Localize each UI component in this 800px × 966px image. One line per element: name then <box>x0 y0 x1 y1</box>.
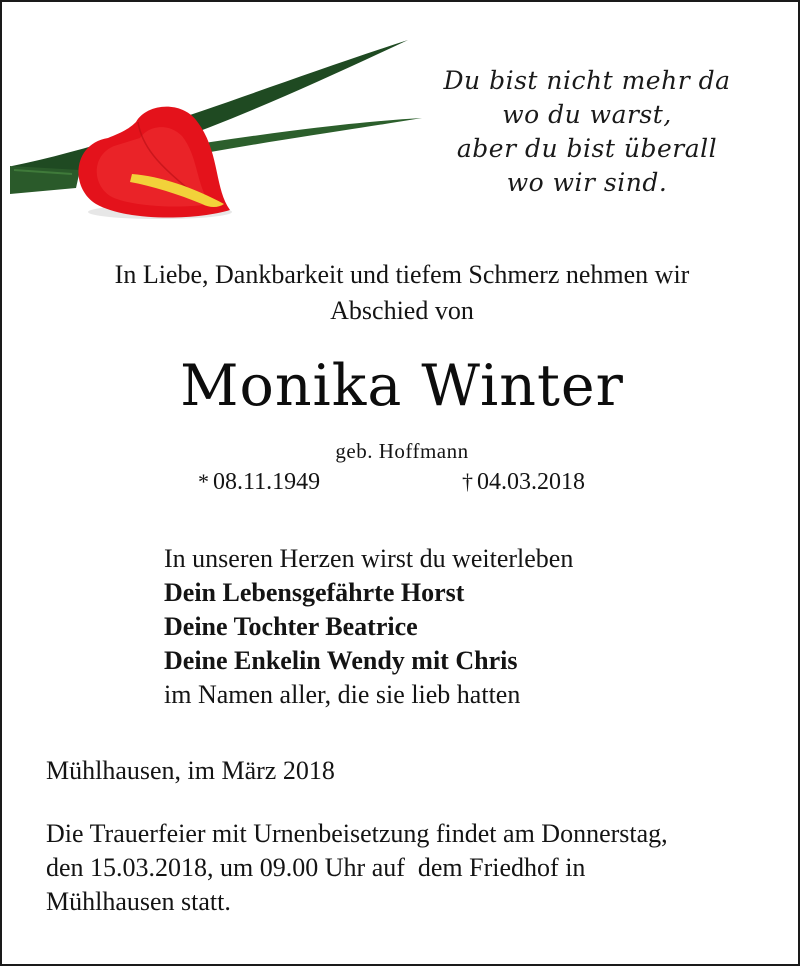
mourners-closing: im Namen aller, die sie lieb hatten <box>164 680 521 709</box>
mourner-name: Deine Enkelin Wendy mit Chris <box>164 646 518 675</box>
mourners-block <box>164 542 764 712</box>
birth-star-icon: * <box>198 469 209 494</box>
birth-date: 08.11.1949 <box>213 469 321 495</box>
anthurium-flower-icon <box>10 38 430 228</box>
death-date: 04.03.2018 <box>477 469 585 495</box>
intro-text <box>22 257 782 329</box>
service-line: Die Trauerfeier mit Urnenbeisetzung findet am Donnerstag, <box>46 819 668 848</box>
poem <box>402 64 772 200</box>
poem-line: Du bist nicht mehr da <box>443 66 731 95</box>
poem-line: wo du warst, <box>502 100 672 129</box>
mourners-opening: In unseren Herzen wirst du weiterleben <box>164 544 574 573</box>
poem-line: wo wir sind. <box>506 168 668 197</box>
place-date: Mühlhausen, im März 2018 <box>46 756 335 785</box>
service-line: den 15.03.2018, um 09.00 Uhr auf dem Friedhof in <box>46 853 586 882</box>
deceased-name: Monika Winter <box>180 353 624 419</box>
service-info <box>46 817 786 919</box>
intro-line: In Liebe, Dankbarkeit und tiefem Schmerz nehmen wir <box>114 260 690 289</box>
service-line: Mühlhausen statt. <box>46 887 231 916</box>
maiden-name: geb. Hoffmann <box>335 439 469 463</box>
death-date-line <box>462 466 585 498</box>
cross-icon: † <box>462 469 473 494</box>
poem-line: aber du bist überall <box>456 134 718 163</box>
intro-line: Abschied von <box>330 296 474 325</box>
mourner-name: Deine Tochter Beatrice <box>164 612 418 641</box>
birth-date-line <box>198 466 320 498</box>
mourner-name: Dein Lebensgefährte Horst <box>164 578 465 607</box>
